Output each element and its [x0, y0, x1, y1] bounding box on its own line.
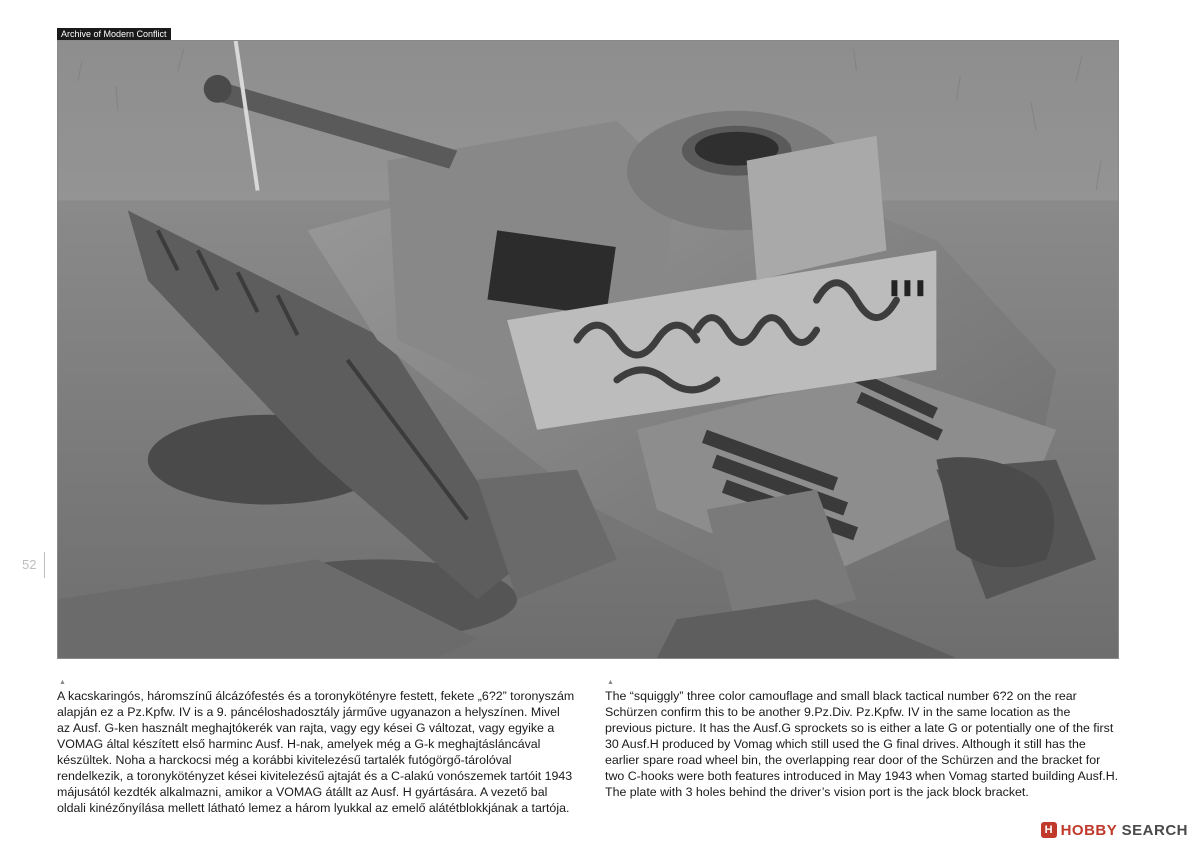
page-number: 52: [22, 557, 37, 572]
tank-wreck-photo: [57, 40, 1119, 659]
photo-illustration: [58, 41, 1118, 658]
watermark-word: SEARCH: [1121, 821, 1188, 839]
caption-pointer-icon: ▲: [607, 679, 614, 686]
archive-label: Archive of Modern Conflict: [57, 28, 171, 41]
caption-hungarian: A kacskaringós, háromszínű álcázófestés és a toronykötényre festett, fekete „6?2” toronyszám alapján ez a Pz.Kpfw. IV is a 9. páncéloshadosztály járműve ugyanazon a helyszínen. Mivel az Ausf. G-ken használt meghajtókerék van rajta, vagy egy kései G változat, vagy egyike a VOMAG által készített első harminc Ausf. H-nak, amelyek még a G-k meghajtásláncával készültek. Noha a harckocsi még a korábbi kivitelezésű tartalék futógörgő-tárolóval rendelkezik, a toronykötényzet kései kivitelezésű ajtaját és a C-alakú vonószemek tartóit 1943 májusától kezdték alkalmazni, amikor a VOMAG átállt az Ausf. H gyártására. A vezető bal oldali kinézőnyílása mellett látható lemez a három lyukkal az emelő alátétblokkjának a tartója.: [57, 689, 575, 815]
watermark-text: [1061, 822, 1188, 839]
watermark-brand: HOBBY: [1060, 821, 1117, 839]
caption-pointer-icon: ▲: [59, 679, 66, 686]
caption-english: The “squiggly” three color camouflage and small black tactical number 6?2 on the rear Schürzen confirm this to be another 9.Pz.Div. Pz.Kpfw. IV in the same location as the previous picture. It has the Ausf.G sprockets so is either a late G or potentially one of the first 30 Ausf.H produced by Vomag which still used the G final drives. Although it still has the earlier spare road wheel bin, the overlapping rear door of the Schürzen and the bracket for two C-hooks were both features introduced in May 1943 when Vomag started building Ausf.H. The plate with 3 holes behind the driver’s vision port is the jack block bracket.: [605, 689, 1119, 799]
hobby-search-logo-icon: H: [1041, 822, 1057, 838]
hobby-search-watermark: [1041, 821, 1188, 839]
page-number-rule: [44, 552, 45, 578]
